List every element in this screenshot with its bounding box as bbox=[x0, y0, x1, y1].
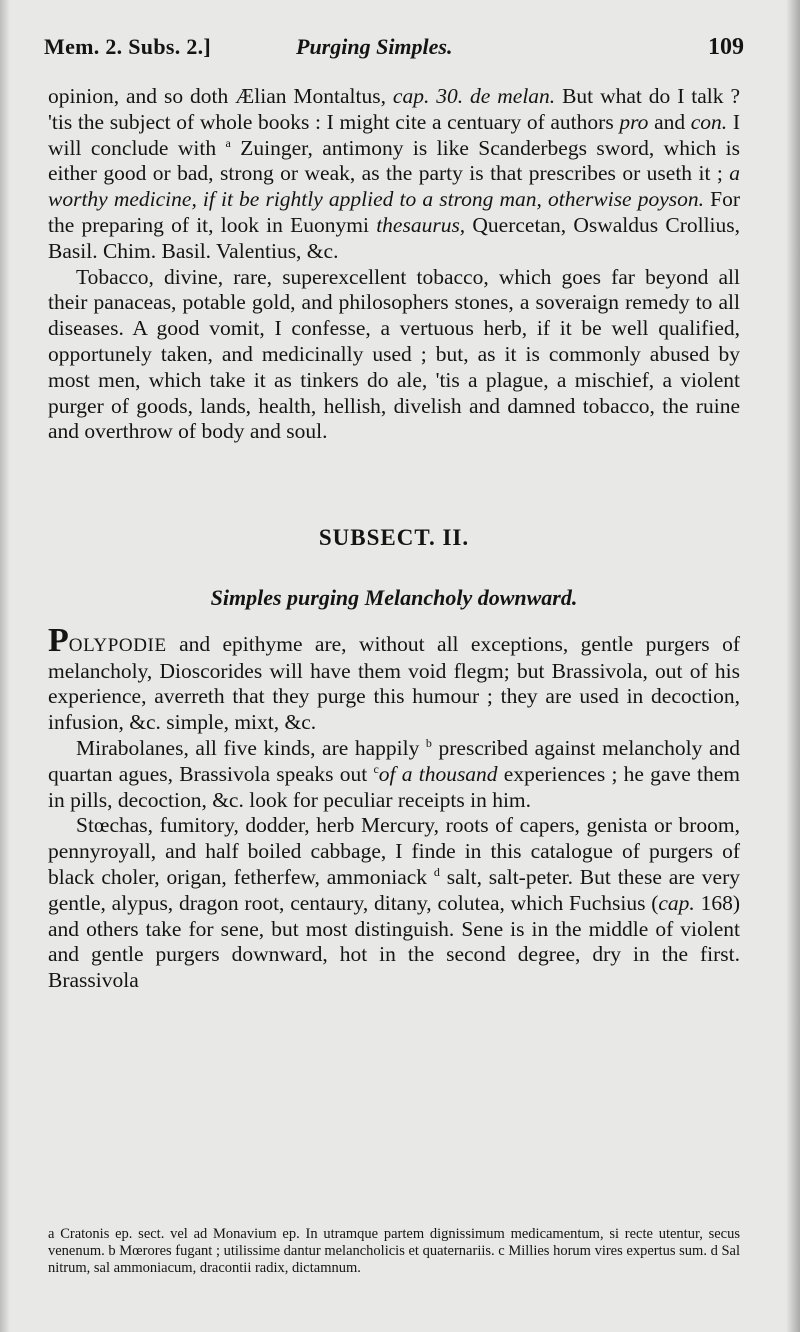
subsection-title: Simples purging Melancholy downward. bbox=[210, 584, 578, 610]
footnote-ref-d: d bbox=[433, 864, 440, 879]
footnote-ref-a: a bbox=[225, 135, 231, 150]
subsection-heading: SUBSECT. II. bbox=[318, 525, 470, 551]
paragraph-mirabolanes: Mirabolanes, all five kinds, are happily $^b$ prescribed against melancholy and quartan agues, Brassivola speaks out $^c$of a thousand experiences ; he gave them in pills, decoction, &c. look for peculiar receipts in him. bbox=[48, 735, 740, 812]
page-number: 109 bbox=[708, 34, 744, 60]
paragraph-stoechas: Stœchas, fumitory, dodder, herb Mercury, roots of capers, genista or broom, pennyroyall, and half boiled cabbage, I finde in this catalogue of purgers of black choler, origan, fetherfew, ammoniack $^d$ salt, salt-peter. But these are very gentle, alypus, dragon root, centaury, ditany, colutea, which Fuchsius (cap. 168) and others take for sene, but most distinguish. Sene is in the middle of violent and gentle purgers downward, hot in the second degree, dry in the first. Brassivola bbox=[48, 813, 741, 993]
page-left-edge bbox=[0, 0, 10, 1332]
header-title: Purging Simples. bbox=[296, 34, 453, 59]
paragraph-antimony: opinion, and so doth Ælian Montaltus, cap. 30. de melan. But what do I talk ? 'tis the subject of whole books : I might cite a centuary of authors pro and con. I will conclude with $^a$ Zuinger, antimony is like Scanderbegs sword, which is either good or bad, strong or weak, as the party is that prescribes or useth it ; a worthy medicine, if it be rightly applied to a strong man, otherwise poyson. For the preparing of it, look in Euonymi thesaurus, Quercetan, Oswaldus Crollius, Basil. Chim. Basil. Valentius, &c. bbox=[48, 84, 741, 263]
footnote-ref-b: b bbox=[425, 735, 432, 750]
footnote-ref-c: c bbox=[373, 761, 379, 776]
footnote-text: a Cratonis ep. sect. vel ad Monavium ep. In utramque partem dignissimum medicamentum, si recte utentur, secus venenum. b Mœrores fugant ; utilissime dantur melancholicis et quaternariis. c Millies horum vires expertus sum. d Sal nitrum, sal ammoniacum, dracontii radix, dictamnum. bbox=[48, 1226, 740, 1276]
running-header bbox=[44, 34, 744, 66]
page-right-edge bbox=[786, 0, 800, 1332]
footnotes bbox=[48, 1226, 740, 1277]
paragraph-polypodie: POLYPODIE and epithyme are, without all exceptions, gentle purgers of melancholy, Dioscorides will have them void flegm; but Brassivola, out of his experience, averreth that they purge this humour ; they are used in decoction, infusion, &c. simple, mixt, &c. bbox=[48, 621, 740, 735]
main-text bbox=[48, 84, 740, 994]
paragraph-tobacco: Tobacco, divine, rare, superexcellent tobacco, which goes far beyond all their panaceas, potable gold, and philosophers stones, a soveraign remedy to all diseases. A good vomit, I confesse, a vertuous herb, if it be well qualified, opportunely taken, and medicinally used ; but, as it is commonly abused by most men, which take it as tinkers do ale, 'tis a plague, a mischief, a violent purger of goods, lands, health, hellish, divelish and damned tobacco, the ruine and overthrow of body and soul. bbox=[48, 264, 740, 444]
header-section: Mem. 2. Subs. 2.] bbox=[44, 34, 212, 59]
drop-cap: P bbox=[48, 621, 69, 659]
